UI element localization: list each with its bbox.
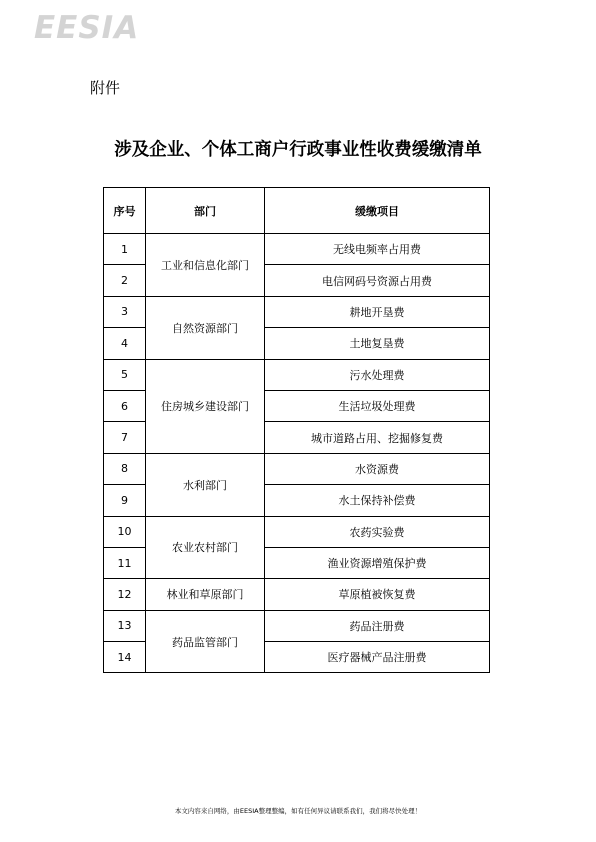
table-row [104,610,490,641]
department-cell: 农业农村部门 [146,516,265,579]
fee-item-cell: 生活垃圾处理费 [265,390,490,421]
fee-item-cell: 水土保持补偿费 [265,485,490,516]
table-body [104,234,490,673]
row-number: 13 [104,610,146,641]
department-cell: 药品监管部门 [146,610,265,673]
row-number: 4 [104,328,146,359]
eesia-logo: EESIA [34,10,140,46]
row-number: 6 [104,390,146,421]
department-cell: 工业和信息化部门 [146,234,265,297]
fee-item-cell: 土地复垦费 [265,328,490,359]
row-number: 2 [104,265,146,296]
fee-item-cell: 耕地开垦费 [265,296,490,327]
header-department: 部门 [146,188,265,234]
header-number: 序号 [104,188,146,234]
table-row [104,516,490,547]
attachment-label: 附件 [90,79,121,97]
fee-item-cell: 渔业资源增殖保护费 [265,547,490,578]
table-row [104,296,490,327]
table-row [104,234,490,265]
fee-item-cell: 电信网码号资源占用费 [265,265,490,296]
fee-deferral-table [103,187,490,673]
fee-item-cell: 污水处理费 [265,359,490,390]
row-number: 12 [104,579,146,610]
fee-item-cell: 草原植被恢复费 [265,579,490,610]
row-number: 8 [104,453,146,484]
row-number: 14 [104,642,146,673]
fee-item-cell: 无线电频率占用费 [265,234,490,265]
row-number: 7 [104,422,146,453]
page-title: 涉及企业、个体工商户行政事业性收费缓缴清单 [114,140,482,160]
fee-item-cell: 城市道路占用、挖掘修复费 [265,422,490,453]
fee-item-cell: 药品注册费 [265,610,490,641]
fee-item-cell: 水资源费 [265,453,490,484]
header-item: 缓缴项目 [265,188,490,234]
fee-item-cell: 农药实验费 [265,516,490,547]
row-number: 11 [104,547,146,578]
row-number: 1 [104,234,146,265]
department-cell: 林业和草原部门 [146,579,265,610]
table-row [104,359,490,390]
row-number: 10 [104,516,146,547]
table-row [104,453,490,484]
footer-note: 本文内容来自网络，由EESIA整理整编，如有任何异议请联系我们，我们将尽快处理！ [174,807,422,815]
department-cell: 自然资源部门 [146,296,265,359]
table-header-row [104,188,490,234]
table-row [104,579,490,610]
row-number: 5 [104,359,146,390]
department-cell: 水利部门 [146,453,265,516]
department-cell: 住房城乡建设部门 [146,359,265,453]
row-number: 3 [104,296,146,327]
fee-item-cell: 医疗器械产品注册费 [265,642,490,673]
row-number: 9 [104,485,146,516]
